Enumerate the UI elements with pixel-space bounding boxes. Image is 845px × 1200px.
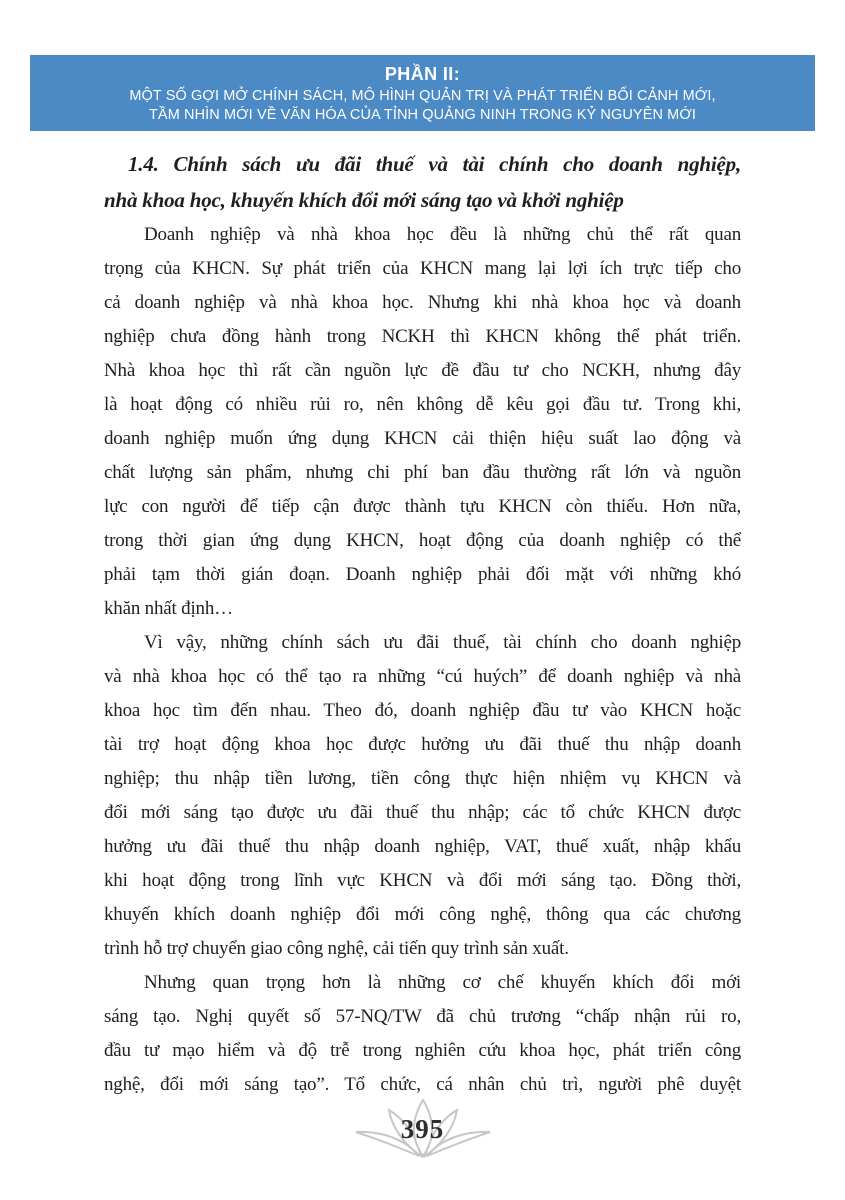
text-line: phải tạm thời gián đoạn. Doanh nghiệp phải đối mặt với những khó [104, 564, 741, 585]
text-line: trình hỗ trợ chuyển giao công nghệ, cải tiến quy trình sản xuất. [104, 938, 569, 959]
text-line: Nhà khoa học thì rất cần nguồn lực đề đầu tư cho NCKH, nhưng đây [104, 360, 741, 381]
text-line: tài trợ hoạt động khoa học được hưởng ưu đãi thuế thu nhập doanh [104, 734, 741, 755]
banner-part-label: PHẦN II: [384, 63, 461, 84]
section-banner [30, 55, 815, 131]
section-heading [104, 146, 741, 218]
banner-subtitle-line1: MỘT SỐ GỢI MỞ CHÍNH SÁCH, MÔ HÌNH QUẢN TRỊ VÀ PHÁT TRIỂN BỐI CẢNH MỚI, [129, 87, 716, 104]
heading-line: 1.4. Chính sách ưu đãi thuế và tài chính cho doanh nghiệp, [128, 152, 741, 176]
text-line: doanh nghiệp muốn ứng dụng KHCN cải thiện hiệu suất lao động và [104, 428, 741, 449]
page-footer-ornament [348, 1098, 498, 1160]
text-line: Doanh nghiệp và nhà khoa học đều là những chủ thể rất quan [144, 224, 741, 245]
text-line: sáng tạo. Nghị quyết số 57-NQ/TW đã chủ trương “chấp nhận rủi ro, [104, 1006, 741, 1027]
text-line: hưởng ưu đãi thuế thu nhập doanh nghiệp, VAT, thuế xuất, nhập khẩu [104, 836, 741, 857]
text-line: Nhưng quan trọng hơn là những cơ chế khuyến khích đổi mới [144, 972, 741, 993]
heading-line: nhà khoa học, khuyến khích đổi mới sáng tạo và khởi nghiệp [104, 188, 624, 212]
text-line: đầu tư mạo hiểm và độ trễ trong nghiên cứu khoa học, phát triển công [104, 1040, 741, 1061]
paragraph-3 [104, 966, 741, 1102]
text-line: là hoạt động có nhiều rủi ro, nên không dễ kêu gọi đầu tư. Trong khi, [104, 394, 741, 415]
paragraph-1 [104, 218, 741, 626]
text-line: khoa học tìm đến nhau. Theo đó, doanh nghiệp đầu tư vào KHCN hoặc [104, 700, 741, 721]
page-number: 395 [400, 1114, 445, 1144]
text-line: khi hoạt động trong lĩnh vực KHCN và đổi mới sáng tạo. Đồng thời, [104, 870, 741, 891]
page-body [104, 146, 741, 1102]
text-line: lực con người để tiếp cận được thành tựu KHCN còn thiếu. Hơn nữa, [104, 496, 741, 517]
text-line: trong thời gian ứng dụng KHCN, hoạt động của doanh nghiệp có thể [104, 530, 741, 551]
text-line: chất lượng sản phẩm, nhưng chi phí ban đầu thường rất lớn và nguồn [104, 462, 741, 483]
text-line: nghệ, đổi mới sáng tạo”. Tổ chức, cá nhân chủ trì, người phê duyệt [104, 1074, 741, 1095]
text-line: trọng của KHCN. Sự phát triển của KHCN mang lại lợi ích trực tiếp cho [104, 258, 741, 279]
text-line: khuyến khích doanh nghiệp đổi mới công nghệ, thông qua các chương [104, 904, 741, 925]
text-line: cả doanh nghiệp và nhà khoa học. Nhưng khi nhà khoa học và doanh [104, 292, 741, 313]
paragraph-2 [104, 626, 741, 966]
text-line: đổi mới sáng tạo được ưu đãi thuế thu nhập; các tổ chức KHCN được [104, 802, 741, 823]
text-line: Vì vậy, những chính sách ưu đãi thuế, tài chính cho doanh nghiệp [144, 632, 741, 653]
banner-subtitle-line2: TẦM NHÌN MỚI VỀ VĂN HÓA CỦA TỈNH QUẢNG NINH TRONG KỶ NGUYÊN MỚI [148, 106, 697, 123]
text-line: khăn nhất định… [104, 598, 233, 619]
text-line: nghiệp chưa đồng hành trong NCKH thì KHCN không thể phát triển. [104, 326, 741, 347]
text-line: nghiệp; thu nhập tiền lương, tiền công thực hiện nhiệm vụ KHCN và [104, 768, 741, 789]
text-line: và nhà khoa học có thể tạo ra những “cú huých” để doanh nghiệp và nhà [104, 666, 741, 687]
